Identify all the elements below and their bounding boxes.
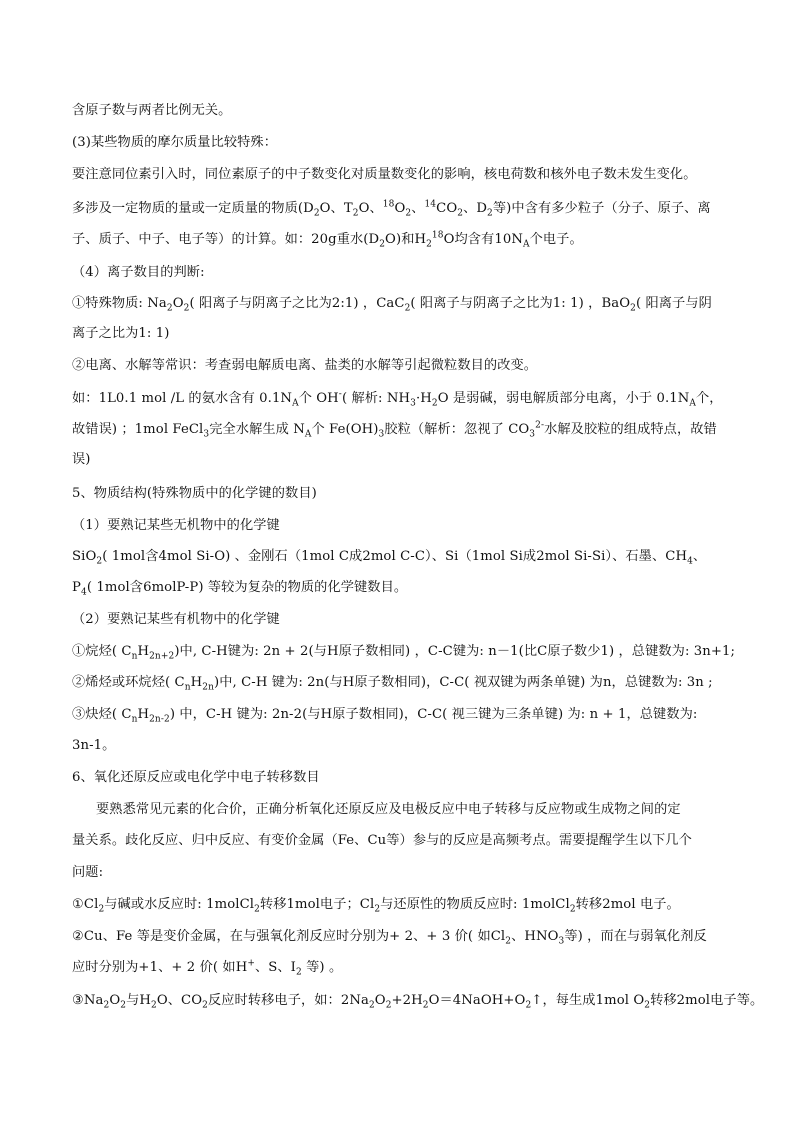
text-line: 误) [72,452,91,467]
text-line: 如：1L0.1 mol /L 的氨水含有 $0.1N_A$个 OH-( 解析: $NH_3\cdot H_2O$ 是弱碱，弱电解质部分电离，小于 $0.1N_A$个， [72,389,723,409]
text-line: ①特殊物质: $Na_2O_2$( 阳离子与阴离子之比为2:1) ，CaC$_2$( 阳离子与阴离子之比为1: 1) ，BaO$_2$( 阳离子与阴 [72,296,712,314]
section-heading-ion-count: （4）离子数目的判断: [72,265,205,280]
section-heading-organic-bonds: （2）要熟记某些有机物中的化学键 [72,612,280,627]
text-line: 子、质子、中子、电子等）的计算。如：20g重水$(D_2O)$和$H_2^{18}O$均含有$10N_A$个电子。 [72,230,583,250]
text-line: 故错误) ；1mol FeCl$_3$完全水解生成 $N_A$个 $Fe(OH)_3$胶粒（解析：忽视了 $CO_3^{2-}$水解及胶粒的组成特点，故错 [72,420,717,440]
text-line: 量关系。歧化反应、归中反应、有变价金属（Fe、Cu等）参与的反应是高频考点。需要提醒学生以下几个 [72,833,692,848]
section-heading-electron-transfer: 6、氧化还原反应或电化学中电子转移数目 [72,770,320,785]
text-line: 多涉及一定物质的量或一定质量的物质($D_2O$、$T_2O$、$^{18}O_2$、$^{14}CO_2$、$D_2$等)中含有多少粒子（分子、原子、离 [72,199,711,219]
text-line: $①Cl_2$与碱或水反应时: 1molCl$_2$转移1mol电子；$Cl_2$与还原性的物质反应时: 1molCl$_2$转移2mol 电子。 [72,897,680,915]
text-line: $P_4$( 1mol含6molP-P) 等较为复杂的物质的化学键数目。 [72,580,408,598]
text-line: $③Na_2O_2$与$H_2O$、$CO_2$反应时转移电子，如：$2Na_2O_2+2H_2O=4NaOH+O_2↑$，每生成1mol $O_2$转移2mol电子等。 [72,993,764,1011]
text-line: ①烷烃( $C_nH_{2n+2}$)中, C-H键为: 2n + 2(与H原子数相同) ，C-C键为: n－1(比C原子数少1) ，总键数为: 3n+1; [72,644,736,662]
text-line: 要熟悉常见元素的化合价，正确分析氧化还原反应及电极反应中电子转移与反应物或生成物之间的定 [96,802,681,817]
section-heading-inorganic-bonds: （1）要熟记某些无机物中的化学键 [72,518,280,533]
text-line: ②Cu、Fe 等是变价金属，在与强氧化剂反应时分别为+ 2、+ 3 价( 如$Cl_2$、$HNO_3$等) ，而在与弱氧化剂反 [72,929,707,947]
text-line: 应时分别为+1、+ 2 价( 如H+、S、$I_2$ 等) 。 [72,958,343,978]
text-line: 离子之比为1: 1) [72,326,170,341]
text-line: 3n-1。 [72,738,116,753]
text-line: SiO$_2$( 1mol含4mol Si-O) 、金刚石（1mol C成2mol C-C）、Si（1mol Si成2mol Si-Si）、石墨、$CH_4$、 [72,549,707,567]
text-line: ③炔烃( $C_nH_{2n-2}$) 中，C-H 键为: 2n-2(与H原子数相同)，C-C( 视三键为三条单键) 为: n + 1，总键数为: [72,707,698,725]
text-line: ②电离、水解等常识：考查弱电解质电离、盐类的水解等引起微粒数目的改变。 [72,358,538,373]
section-heading-molar-mass: (3)某些物质的摩尔质量比较特殊： [72,135,278,150]
text-line: ②烯烃或环烷烃( $C_nH_{2n}$)中, C-H 键为: 2n(与H原子数相同)，C-C( 视双键为两条单键) 为n，总键数为: 3n ; [72,675,713,693]
text-line: 要注意同位素引入时，同位素原子的中子数变化对质量数变化的影响，核电荷数和核外电子数未发生变化。 [72,167,697,182]
text-line: 含原子数与两者比例无关。 [72,103,232,118]
text-line: 问题: [72,865,104,880]
section-heading-chemical-bonds: 5、物质结构(特殊物质中的化学键的数目) [72,486,317,501]
